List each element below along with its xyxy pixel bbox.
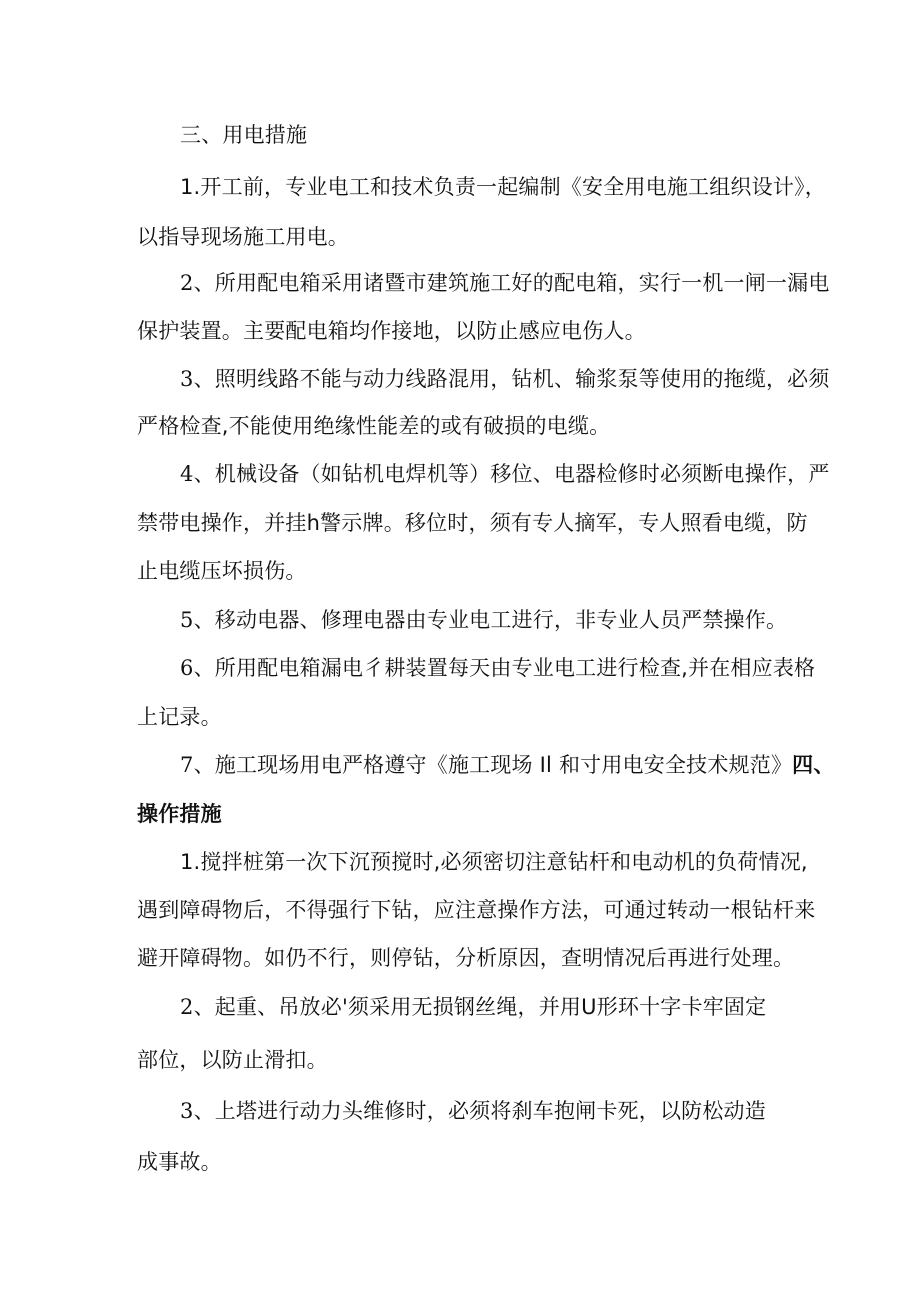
paragraph-line <box>180 364 830 394</box>
paragraph-line: 成事故。 <box>137 1150 222 1174</box>
paragraph-line: 严格检查,不能使用绝缘性能差的或有破损的电缆。 <box>137 414 611 438</box>
section-heading-number: 四、 <box>792 753 835 777</box>
paragraph-line <box>180 750 835 780</box>
paragraph-line: 避开障碍物。如仍不行，则停钻，分析原因，查明情况后再进行处理。 <box>137 946 795 970</box>
item-number: 5 <box>180 608 194 632</box>
item-number: 3 <box>180 1099 194 1123</box>
paragraph-line: 遇到障碍物后，不得强行下钻，应注意操作方法，可通过转动一根钻杆来 <box>137 898 816 922</box>
paragraph-line <box>180 605 787 635</box>
section-heading: 操作措施 <box>137 802 222 826</box>
paragraph-line: 1.开工前，专业电工和技术负责一起编制《安全用电施工组织设计》， <box>180 175 826 199</box>
paragraph-text: 、移动电器、修理电器由专业电工进行，非专业人员严禁操作。 <box>193 608 788 632</box>
item-number: 6 <box>180 656 194 680</box>
item-number: 2 <box>180 271 194 295</box>
item-number: 4 <box>180 462 194 486</box>
paragraph-line: 1.搅拌桩第一次下沉预搅时,必须密切注意钻杆和电动机的负荷情况, <box>180 850 808 874</box>
paragraph-text: 、照明线路不能与动力线路混用，钻机、输浆泵等使用的拖缆，必须 <box>193 367 830 391</box>
paragraph-text: 、所用配电箱采用诸暨市建筑施工好的配电箱，实行一机一闸一漏电 <box>193 271 830 295</box>
paragraph-line: 禁带电操作，并挂h警示牌。移位时，须有专人摘军，专人照看电缆，防 <box>137 511 808 535</box>
paragraph-text: 、机械设备（如钻机电焊机等）移位、电器检修时必须断电操作，严 <box>193 462 830 486</box>
item-number: 2 <box>180 995 194 1019</box>
paragraph-line <box>180 992 766 1022</box>
paragraph-line: 上记录。 <box>137 705 222 729</box>
paragraph-line <box>180 459 830 489</box>
paragraph-line <box>180 653 815 683</box>
paragraph-line: 止电缆压坏损伤。 <box>137 559 307 583</box>
paragraph-line <box>180 268 830 298</box>
paragraph-line: 部位，以防止滑扣。 <box>137 1048 328 1072</box>
paragraph-text: 、施工现场用电严格遵守《施工现场 Il 和寸用电安全技术规范》 <box>193 753 793 777</box>
paragraph-text: 、上塔进行动力头维修时，必须将刹车抱闸卡死，以防松动造 <box>193 1099 766 1123</box>
paragraph-line: 保护装置。主要配电箱均作接地，以防止感应电伤人。 <box>137 319 646 343</box>
section-heading: 三、用电措施 <box>180 123 308 147</box>
paragraph-line: 以指导现场施工用电。 <box>137 225 349 249</box>
item-number: 3 <box>180 367 194 391</box>
paragraph-text: 、起重、吊放必'须采用无损钢丝绳，并用U形环十字卡牢固定 <box>193 995 767 1019</box>
paragraph-text: 、所用配电箱漏电彳耕装置每天由专业电工进行检查,并在相应表格 <box>193 656 816 680</box>
paragraph-line <box>180 1096 766 1126</box>
item-number: 7 <box>180 753 194 777</box>
